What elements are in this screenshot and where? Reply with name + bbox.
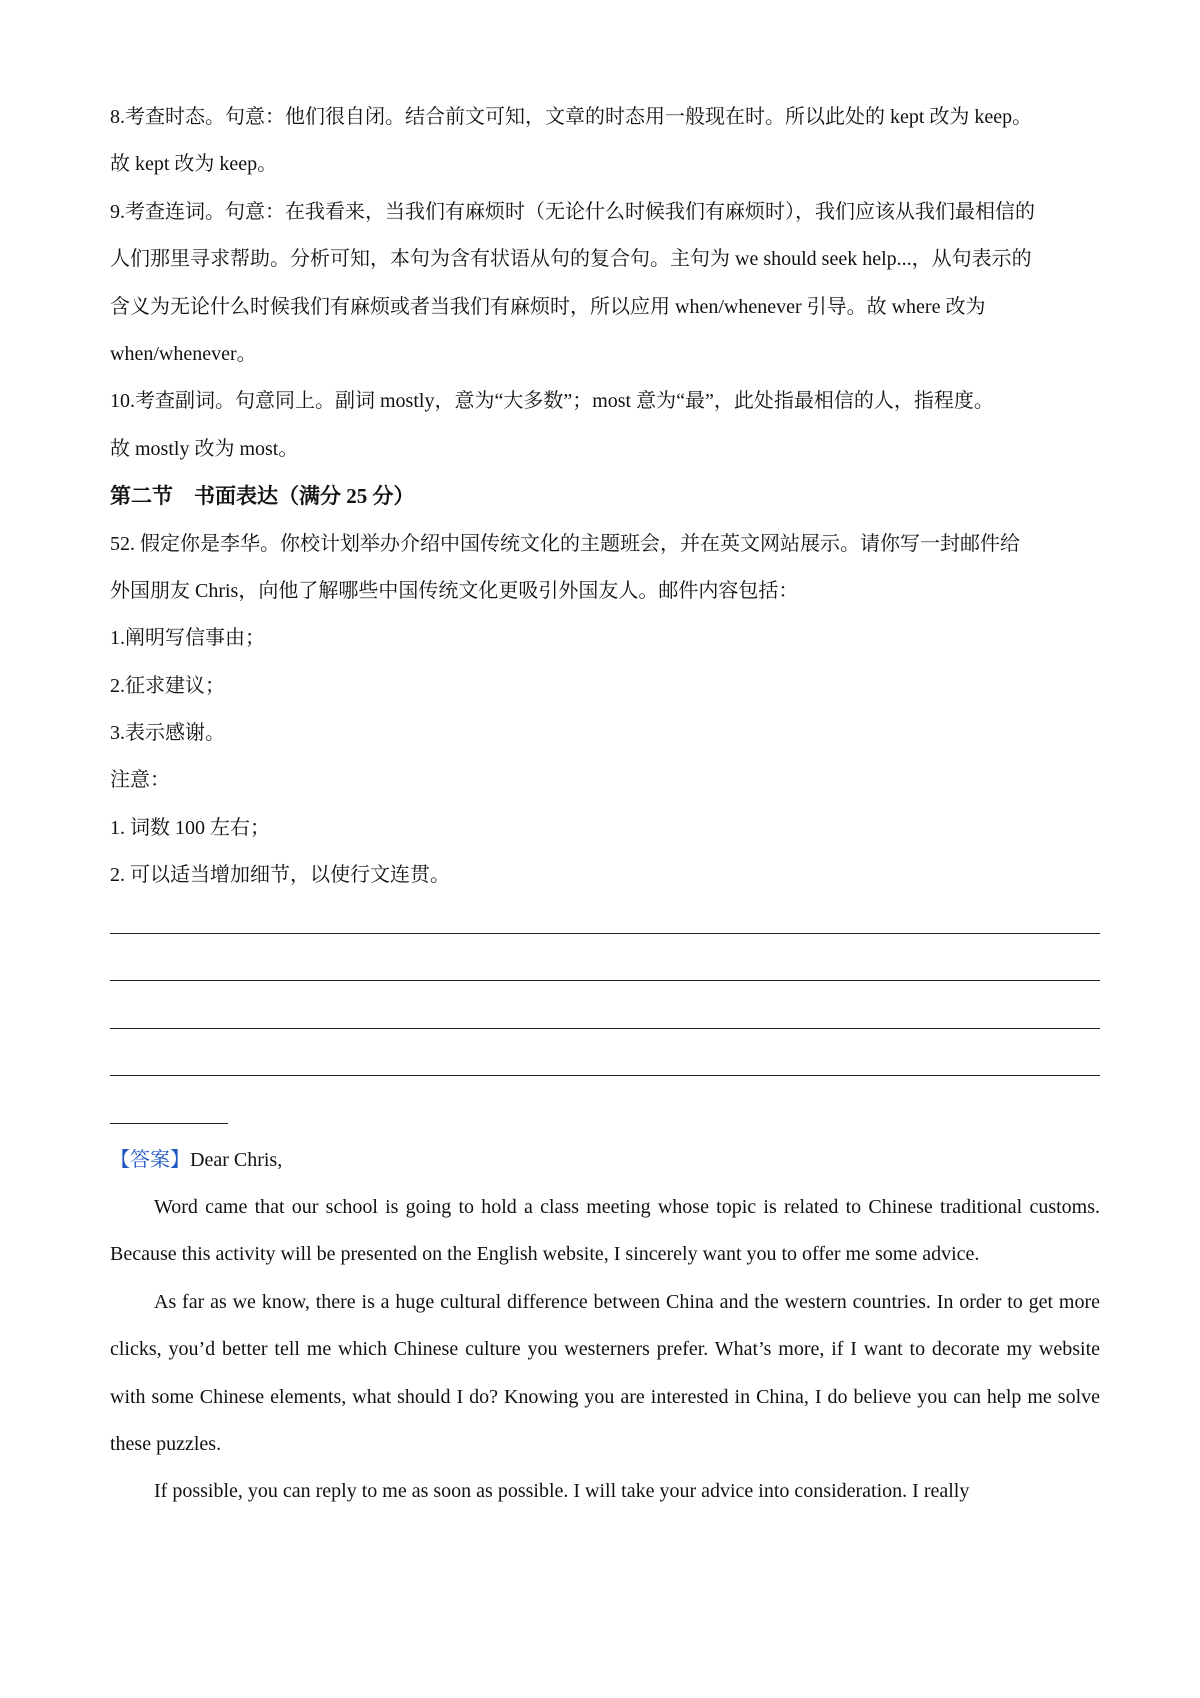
question-point2: 2.征求建议； [110, 674, 225, 697]
page-content [110, 94, 1100, 1516]
item8-line1: 8.考查时态。句意：他们很自闭。结合前文可知，文章的时态用一般现在时。所以此处的 kept 改为 keep。 [110, 106, 1033, 128]
answer-blank-line [110, 947, 1100, 994]
item8-line2: 故 kept 改为 keep。 [110, 153, 278, 176]
answer-paragraph: As far as we know, there is a huge cultural difference between China and the western countries. In order to get more clicks, you’d better tell me which Chinese culture you westerners prefer. What’s more, if I want to decorate my website with some Chinese elements, what should I do? Knowing you are interested in China, I do believe you can help me solve these puzzles. [110, 1290, 1100, 1456]
answer-body [110, 1184, 1100, 1516]
answer-tag: 【答案】 [110, 1148, 190, 1171]
item10-line2: 故 mostly 改为 most。 [110, 437, 299, 460]
item9-line4: when/whenever。 [110, 342, 257, 365]
answer-blank-line [110, 900, 1100, 947]
note-label: 注意： [110, 769, 170, 792]
answer-paragraph: Word came that our school is going to hold a class meeting whose topic is related to Chinese traditional customs. Because this activity will be presented on the English website, I sincerely want you to offer me some advice. [110, 1195, 1100, 1266]
answer-greeting: Dear Chris, [190, 1148, 283, 1171]
answer-blank-line [110, 994, 1100, 1041]
answer-blank-line [110, 1042, 1100, 1089]
item9-line2: 人们那里寻求帮助。分析可知，本句为含有状语从句的复合句。主句为 we should seek help...，从句表示的 [110, 248, 1032, 271]
note-1: 1. 词数 100 左右； [110, 816, 270, 839]
answer-paragraph: If possible, you can reply to me as soon as possible. I will take your advice into consideration. I really [154, 1480, 970, 1503]
question-point1: 1.阐明写信事由； [110, 627, 265, 650]
item9-line3: 含义为无论什么时候我们有麻烦或者当我们有麻烦时，所以应用 when/whenever 引导。故 where 改为 [110, 295, 986, 318]
question-line2: 外国朋友 Chris，向他了解哪些中国传统文化更吸引外国友人。邮件内容包括： [110, 579, 799, 602]
item9-line1: 9.考查连词。句意：在我看来，当我们有麻烦时（无论什么时候我们有麻烦时），我们应该从我们最相信的 [110, 200, 1035, 223]
answer-header [110, 1137, 1100, 1184]
item10-line1: 10.考查副词。句意同上。副词 mostly，意为“大多数”；most 意为“最”，此处指最相信的人，指程度。 [110, 390, 994, 413]
section-heading: 第二节 书面表达（满分 25 分） [110, 484, 415, 509]
question-point3: 3.表示感谢。 [110, 722, 225, 745]
answer-blank-line-short [110, 1089, 228, 1136]
question-line1: 52. 假定你是李华。你校计划举办介绍中国传统文化的主题班会，并在英文网站展示。请你写一封邮件给 [110, 532, 1020, 555]
note-2: 2. 可以适当增加细节，以使行文连贯。 [110, 864, 450, 887]
